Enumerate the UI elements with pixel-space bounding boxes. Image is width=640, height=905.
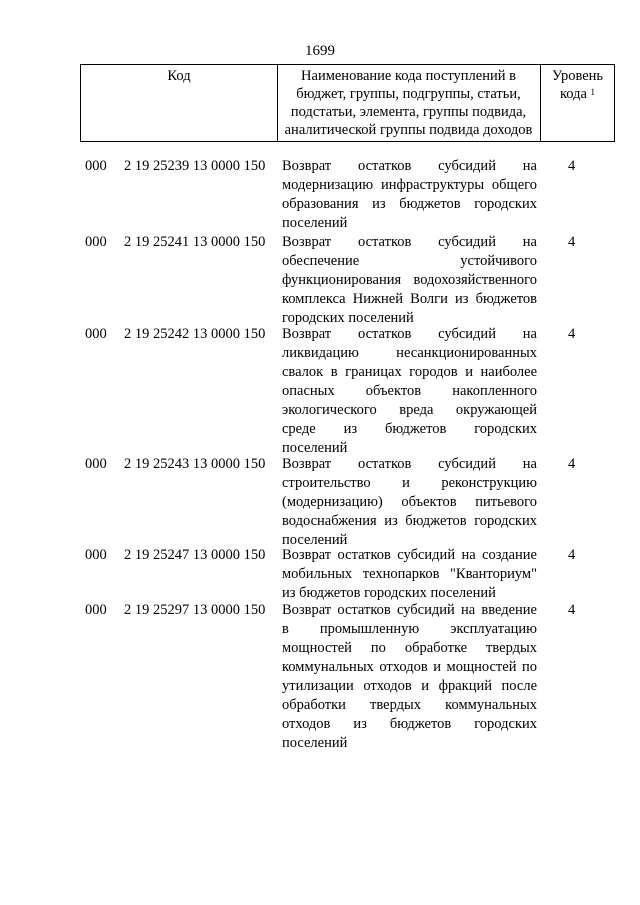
header-level-line bbox=[541, 85, 614, 103]
name-line: экологического вреда окружающей bbox=[282, 402, 537, 418]
name-line: коммунальных отходов и мощностей по bbox=[282, 659, 537, 675]
name-line: Возврат остатков субсидий на введение bbox=[282, 602, 537, 618]
name-line: комплекса Нижней Волги из бюджетов bbox=[282, 291, 537, 307]
name-line: городских поселений bbox=[282, 310, 414, 326]
level-value: 4 bbox=[568, 234, 576, 250]
revenue-name bbox=[282, 546, 537, 603]
header-level-line: Уровень bbox=[551, 68, 604, 84]
name-line: отходов из бюджетов городских bbox=[282, 716, 537, 732]
revenue-name bbox=[282, 157, 537, 233]
name-line: мощностей по обработке твердых bbox=[282, 640, 537, 656]
name-line: опасных объектов накопленного bbox=[282, 383, 537, 399]
name-line: утилизации отходов и фракций после bbox=[282, 678, 537, 694]
revenue-name bbox=[282, 233, 537, 328]
name-line: обеспечение устойчивого bbox=[282, 253, 537, 269]
header-name-line: подстатьи, элемента, группы подвида, bbox=[290, 104, 527, 120]
name-line: мобильных технопарков "Кванториум" bbox=[282, 566, 537, 582]
name-line: свалок в границах городов и наиболее bbox=[282, 364, 537, 380]
admin-code: 000 bbox=[85, 234, 107, 250]
revenue-code: 2 19 25239 13 0000 150 bbox=[124, 158, 266, 174]
admin-code: 000 bbox=[85, 456, 107, 472]
name-line: строительство и реконструкцию bbox=[282, 475, 537, 491]
header-level-word: кода bbox=[559, 86, 587, 102]
name-line: поселений bbox=[282, 532, 348, 548]
page-number: 1699 bbox=[305, 43, 335, 59]
name-line: поселений bbox=[282, 215, 348, 231]
name-line: модернизацию инфраструктуры общего bbox=[282, 177, 537, 193]
name-line: Возврат остатков субсидий на bbox=[282, 234, 537, 250]
admin-code: 000 bbox=[85, 326, 107, 342]
header-name-line: бюджет, группы, подгруппы, статьи, bbox=[296, 86, 521, 102]
name-line: ликвидацию несанкционированных bbox=[282, 345, 537, 361]
table-header bbox=[80, 64, 615, 142]
name-line: поселений bbox=[282, 735, 348, 751]
name-line: Возврат остатков субсидий на создание bbox=[282, 547, 537, 563]
header-name bbox=[277, 65, 541, 141]
header-level bbox=[541, 65, 615, 141]
name-line: водоснабжения из бюджетов городских bbox=[282, 513, 537, 529]
revenue-code: 2 19 25247 13 0000 150 bbox=[124, 547, 266, 563]
revenue-code: 2 19 25241 13 0000 150 bbox=[124, 234, 266, 250]
name-line: (модернизацию) объектов питьевого bbox=[282, 494, 537, 510]
name-line: Возврат остатков субсидий на bbox=[282, 158, 537, 174]
level-value: 4 bbox=[568, 456, 576, 472]
name-line: Возврат остатков субсидий на bbox=[282, 456, 537, 472]
name-line: Возврат остатков субсидий на bbox=[282, 326, 537, 342]
revenue-code: 2 19 25242 13 0000 150 bbox=[124, 326, 266, 342]
admin-code: 000 bbox=[85, 158, 107, 174]
admin-code: 000 bbox=[85, 547, 107, 563]
name-line: образования из бюджетов городских bbox=[282, 196, 537, 212]
level-value: 4 bbox=[568, 547, 576, 563]
revenue-name bbox=[282, 601, 537, 753]
name-line: обработки твердых коммунальных bbox=[282, 697, 537, 713]
name-line: из бюджетов городских поселений bbox=[282, 585, 496, 601]
header-name-line: Наименование кода поступлений в bbox=[301, 68, 516, 84]
level-value: 4 bbox=[568, 326, 576, 342]
level-value: 4 bbox=[568, 158, 576, 174]
name-line: в промышленную эксплуатацию bbox=[282, 621, 537, 637]
revenue-name bbox=[282, 325, 537, 458]
header-name-line: аналитической группы подвида доходов bbox=[284, 122, 533, 138]
name-line: поселений bbox=[282, 440, 348, 456]
header-code: Код bbox=[80, 65, 278, 141]
revenue-name bbox=[282, 455, 537, 550]
level-value: 4 bbox=[568, 602, 576, 618]
revenue-code: 2 19 25243 13 0000 150 bbox=[124, 456, 266, 472]
footnote-marker: 1 bbox=[590, 87, 596, 97]
admin-code: 000 bbox=[85, 602, 107, 618]
name-line: среде из бюджетов городских bbox=[282, 421, 537, 437]
revenue-code: 2 19 25297 13 0000 150 bbox=[124, 602, 266, 618]
name-line: функционирования водохозяйственного bbox=[282, 272, 537, 288]
